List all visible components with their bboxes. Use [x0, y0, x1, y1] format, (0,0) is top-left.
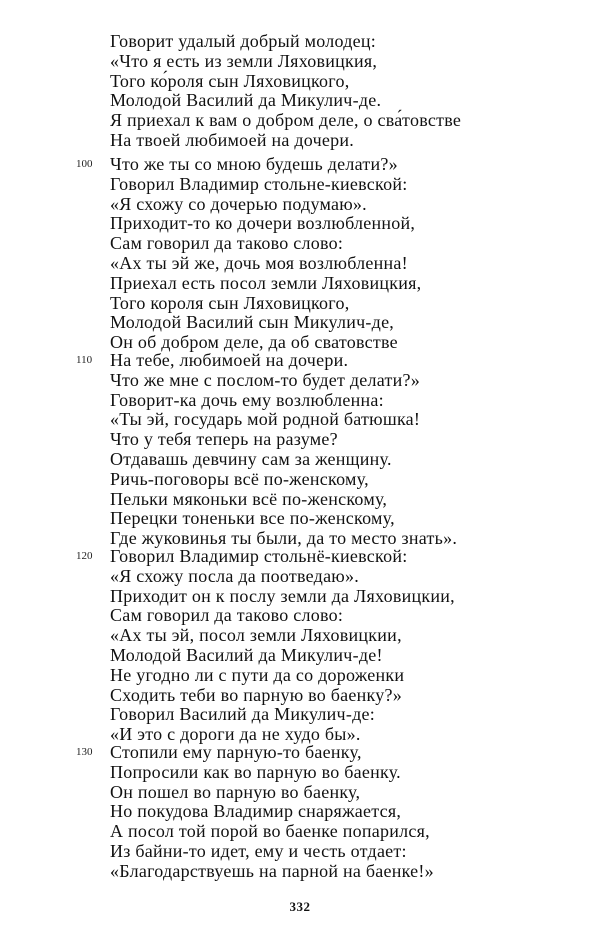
page-number: 332 [289, 899, 311, 914]
verse-line: А посол той порой во баенке попарился, [110, 821, 430, 842]
verse-line: «Я схожу со дочерью подумаю». [110, 193, 367, 214]
verse-line: «И это с дороги да не худо бы». [110, 724, 361, 745]
verse-line: На твоей любимоей на дочери. [110, 129, 355, 150]
verse-line: Ричь-поговоры всё по-женскому, [110, 468, 369, 489]
verse-line: «Я схожу посла да поотведаю». [110, 565, 360, 586]
verse-line: Приехал есть посол земли Ляховицкия, [110, 272, 422, 293]
verse-line: Сходить теби во парную во баенку?» [110, 684, 403, 705]
verse-line: Говорит удалый добрый молодец: [110, 31, 377, 51]
stanza [0, 547, 600, 745]
verse-line: Приходит-то ко дочери возлюбленной, [110, 213, 416, 234]
verse-line: Перецки тоненьки все по-женскому, [110, 508, 395, 529]
line-number: 110 [76, 354, 93, 366]
line-number: 120 [76, 550, 93, 562]
stanza [0, 351, 600, 549]
stanza [0, 32, 600, 151]
verse-line: Сам говорил да таково слово: [110, 233, 344, 254]
verse-line: Что же ты со мною будешь делати?» [110, 154, 398, 174]
verse-line: На тебе, любимоей на дочери. [110, 350, 349, 370]
verse-line: Приходит он к послу земли да Ляховицкии, [110, 585, 455, 606]
verse-line: Молодой Василий да Микулич-де! [110, 644, 383, 665]
verse-line: Где жуковинья ты были, да то место знать». [110, 528, 458, 549]
verse-line: Не угодно ли с пути да со дороженки [110, 664, 405, 685]
verse-line: «Благодарствуешь на парной на баенке!» [110, 860, 434, 881]
verse-line: Говорит-ка дочь ему возлюбленна: [110, 389, 384, 410]
verse-line: Говорил Владимир стольне-киевской: [110, 173, 408, 194]
verse-line: Я приехал к вам о добром деле, о сва́товстве [110, 110, 462, 131]
verse-line: «Что я есть из земли Ляховицкия, [110, 50, 378, 71]
verse-line: Что же мне с послом-то будет делати?» [110, 369, 420, 390]
verse-line: Отдавашь девчину сам за женщину. [110, 448, 392, 469]
verse-line: Сам говорил да таково слово: [110, 605, 344, 626]
line-number: 100 [76, 158, 93, 170]
stanza [0, 743, 600, 882]
verse-line: Того короля сын Ляховицкого, [110, 292, 350, 313]
verse-line: Он пошел во парную во баенку, [110, 781, 361, 802]
verse-line: Что у тебя теперь на разуме? [110, 429, 338, 450]
verse-line: Из байни-то идет, ему и честь отдает: [110, 840, 407, 861]
verse-line: Молодой Василий сын Микулич-де, [110, 312, 395, 333]
line-number: 130 [76, 746, 93, 758]
verse-line: Но покудова Владимир снаряжается, [110, 801, 402, 822]
stanza [0, 155, 600, 353]
verse-line: Пельки мяконьки всё по-женскому, [110, 488, 388, 509]
verse-line: «Ты эй, государь мой родной батюшка! [110, 409, 421, 430]
verse-line: Стопили ему парную-то баенку, [110, 742, 362, 762]
verse-line: Говорил Владимир стольнё-киевской: [110, 546, 408, 566]
verse-line: Он об добром деле, да об сватовстве [110, 332, 398, 353]
verse-line: Того ко́роля сын Ляховицкого, [110, 70, 350, 91]
verse-line: «Ах ты эй же, дочь моя возлюбленна! [110, 252, 408, 273]
verse-line: Говорил Василий да Микулич-де: [110, 704, 375, 725]
verse-line: Попросили как во парную во баенку. [110, 761, 401, 782]
verse-line: Молодой Василий да Микулич-де. [110, 90, 382, 111]
verse-line: «Ах ты эй, посол земли Ляховицкии, [110, 625, 402, 646]
